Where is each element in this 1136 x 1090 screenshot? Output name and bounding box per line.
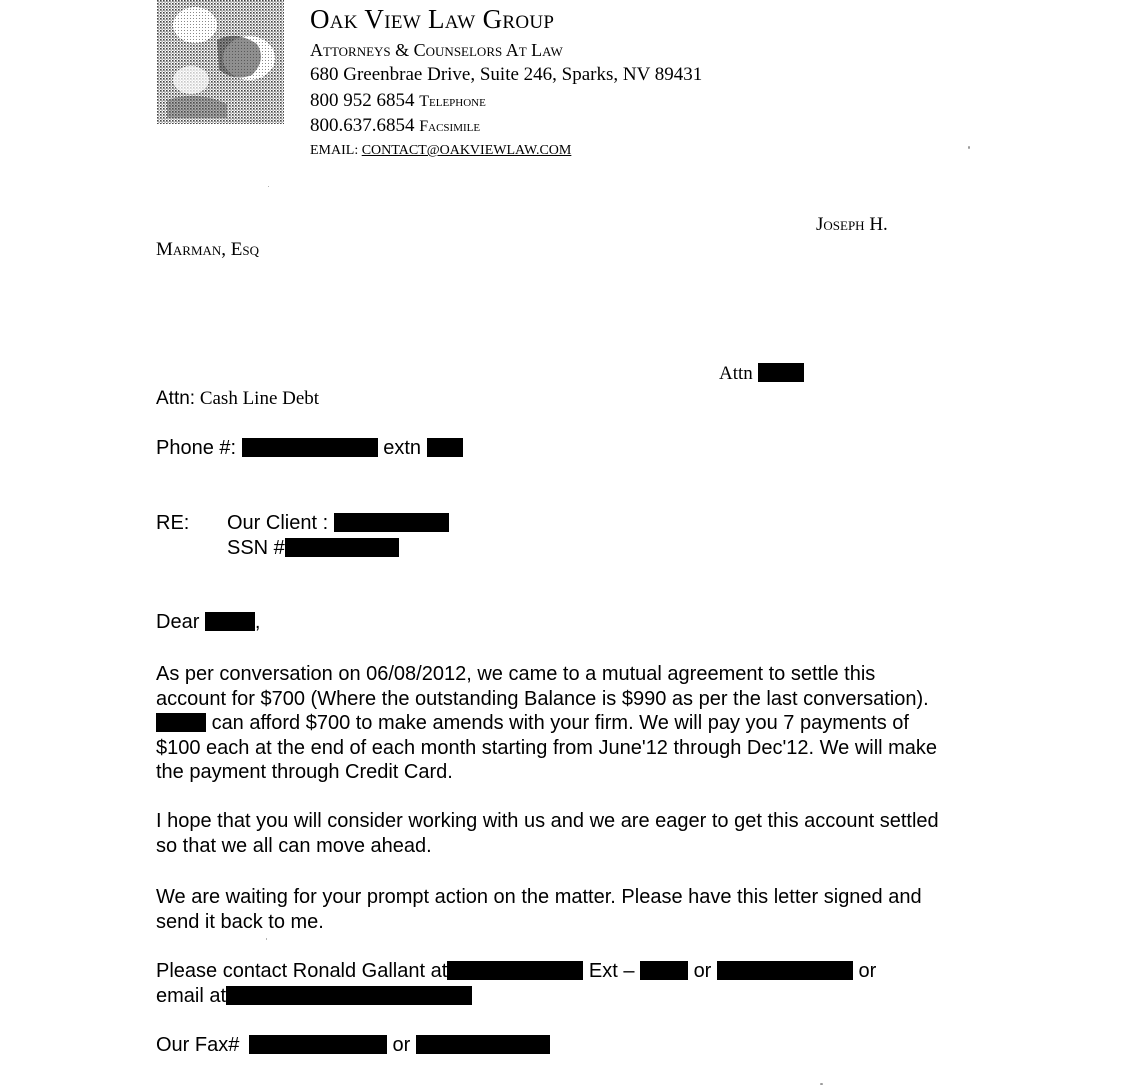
redaction-bar xyxy=(205,612,255,631)
contact-intro: Please contact Ronald Gallant at xyxy=(156,960,448,982)
attn-right-label: Attn xyxy=(719,363,753,384)
firm-email-label: EMAIL: xyxy=(310,143,359,158)
redaction-bar xyxy=(285,538,399,557)
firm-email-row xyxy=(310,143,571,159)
firm-phone-row xyxy=(310,90,486,112)
phone-row xyxy=(156,437,463,460)
firm-fax-number: 800.637.6854 xyxy=(310,115,415,136)
salutation-punct: , xyxy=(254,611,261,633)
scan-speck xyxy=(268,186,269,187)
redaction-bar xyxy=(249,1035,387,1054)
contact-email-label: email at xyxy=(156,984,227,1007)
contact-ext-label: Ext – xyxy=(588,960,635,982)
redaction-bar xyxy=(758,363,804,382)
paragraph-1-part-1: As per conversation on 06/08/2012, we came to a mutual agreement to settle this account for $700 (Where the outstanding Balance is $990 as per the last conversation). xyxy=(156,663,929,710)
firm-fax-row xyxy=(310,115,480,137)
paragraph-1-part-2: can afford $700 to make amends with your firm. We will pay you 7 payments of $100 each at the end of each month starting from June'12 through Dec'12. We will make the payment through Credit Card. xyxy=(156,712,938,783)
redaction-bar xyxy=(717,961,853,980)
attn-left-value: Cash Line Debt xyxy=(199,388,320,409)
redaction-bar xyxy=(334,513,449,532)
attn-left-row xyxy=(156,388,319,410)
firm-logo-icon xyxy=(157,0,284,124)
scan-speck xyxy=(968,146,970,149)
extension-label: extn xyxy=(383,437,422,459)
client-label: Our Client : xyxy=(227,512,329,534)
attorney-name-line-1: Joseph H. xyxy=(816,214,888,235)
redaction-bar xyxy=(156,713,206,732)
contact-or-1: or xyxy=(693,960,712,982)
ssn-label: SSN # xyxy=(227,537,285,559)
redaction-bar xyxy=(427,438,463,457)
body-paragraph-2: I hope that you will consider working with us and we are eager to get this account settled so that we all can move ahead. xyxy=(156,810,939,857)
re-client-row xyxy=(227,512,449,535)
scan-speck xyxy=(266,938,267,940)
redaction-bar xyxy=(416,1035,550,1054)
redaction-bar xyxy=(226,986,472,1005)
redaction-bar xyxy=(242,438,378,457)
firm-fax-label: Facsimile xyxy=(419,118,481,135)
contact-paragraph xyxy=(156,959,946,1008)
contact-or-2: or xyxy=(858,960,877,982)
firm-subtitle: Attorneys & Counselors At Law xyxy=(310,40,563,60)
scan-speck xyxy=(820,1083,823,1085)
firm-email-link[interactable]: CONTACT@OAKVIEWLAW.COM xyxy=(361,143,572,158)
re-ssn-row xyxy=(227,537,399,560)
redaction-bar xyxy=(447,961,583,980)
body-paragraph-3: We are waiting for your prompt action on the matter. Please have this letter signed and send it back to me. xyxy=(156,886,922,933)
firm-address: 680 Greenbrae Drive, Suite 246, Sparks, NV 89431 xyxy=(310,64,703,85)
firm-name: Oak View Law Group xyxy=(310,4,555,34)
firm-phone-number: 800 952 6854 xyxy=(310,90,415,111)
attn-left-label: Attn: xyxy=(156,388,196,409)
fax-label: Our Fax# xyxy=(156,1034,240,1056)
redaction-bar xyxy=(640,961,688,980)
attorney-name-line-2: Marman, Esq xyxy=(156,239,260,260)
salutation-row xyxy=(156,611,260,634)
re-label: RE: xyxy=(156,512,190,534)
fax-or: or xyxy=(392,1034,411,1056)
phone-label: Phone #: xyxy=(156,437,237,459)
salutation-text: Dear xyxy=(156,611,200,633)
firm-logo-image xyxy=(157,0,284,124)
attn-right-row xyxy=(719,363,804,385)
fax-row xyxy=(156,1034,550,1057)
body-paragraph-1 xyxy=(156,662,946,785)
firm-phone-label: Telephone xyxy=(419,93,486,110)
